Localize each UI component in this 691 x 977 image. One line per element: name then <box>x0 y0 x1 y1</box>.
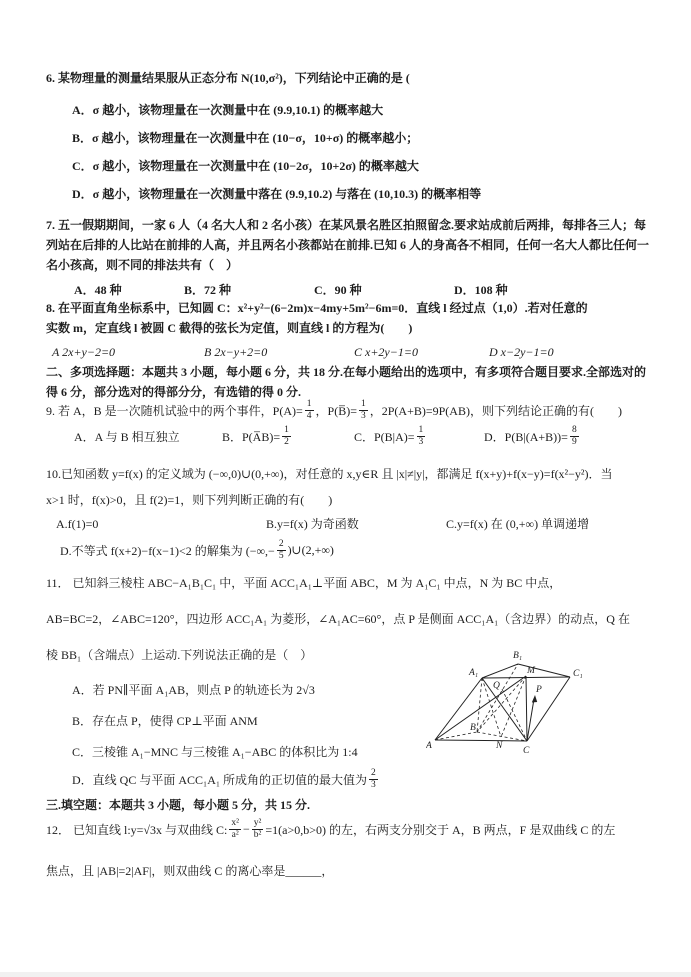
label-M: M <box>527 666 535 676</box>
question-6-stem: 6. 某物理量的测量结果服从正态分布 N(10,σ²)，下列结论中正确的是 ( <box>46 71 410 85</box>
fraction-denominator: 5 <box>278 550 284 561</box>
arrowhead-P <box>532 695 537 703</box>
question-10 <box>46 464 657 562</box>
edge-B-C <box>477 732 527 741</box>
fraction-numerator: 1 <box>306 399 312 409</box>
segment-Q-C <box>502 689 527 741</box>
text-segment: D.不等式 f(x+2)−f(x−1)<2 的解集为 (−∞,− <box>60 543 275 558</box>
fraction <box>417 425 426 448</box>
question-9 <box>46 399 657 448</box>
question-8 <box>46 298 657 362</box>
option-c: C x+2y−1=0 <box>354 345 418 359</box>
section-3-header <box>46 795 657 815</box>
question-8-stem-line-1: 8. 在平面直角坐标系中，已知圆 C：x²+y²−(6−2m)x−4my+5m²−6m=0．直线 l 经过点（1,0）.若对任意的 <box>46 301 588 315</box>
fraction <box>570 425 579 448</box>
fraction-denominator: b² <box>253 829 262 840</box>
text-segment: )∪(2,+∞) <box>287 542 334 557</box>
section-2-header-line-1: 二、多项选择题：本题共 3 小题，每小题 6 分，共 18 分.在每小题给出的选项中，有多项符合题目要求.全部选对的 <box>46 365 647 379</box>
question-11-stem-line-2: AB=BC=2，∠ABC=120°，四边形 ACC₁A₁ 为菱形，∠A₁AC=60°，点 P 是侧面 ACC₁A₁（含边界）的动点，Q 在 <box>46 612 630 626</box>
fraction-denominator: 2 <box>284 436 289 447</box>
option-b: B．存在点 P，使得 CP⊥平面 ANM <box>72 714 258 728</box>
question-11-stem-line-1: 11． 已知斜三棱柱 ABC−A₁B₁C₁ 中，平面 ACC₁A₁⊥平面 ABC，M 为 A₁C₁ 中点，N 为 BC 中点， <box>46 576 562 590</box>
label-Q: Q <box>493 681 500 691</box>
question-8-stem-line-2: 实数 m，定直线 l 被圆 C 截得的弦长为定值，则直线 l 的方程为( ) <box>46 321 413 335</box>
option-d: D．σ 越小，该物理量在一次测量中落在 (9.9,10.2) 与落在 (10,10.3) 的概率相等 <box>72 187 482 201</box>
fraction-numerator: 8 <box>571 424 577 435</box>
fraction <box>305 399 314 422</box>
question-7-options <box>46 280 657 300</box>
fraction <box>229 818 241 841</box>
fraction-denominator: 4 <box>306 410 312 421</box>
edge-B-B1 <box>477 664 518 732</box>
segment-A1-B <box>477 678 482 732</box>
segment-A-M <box>435 676 526 740</box>
section-3-header-line: 三.填空题：本题共 3 小题，每小题 5 分，共 15 分. <box>46 798 311 812</box>
option-a: A．若 PN∥平面 A₁AB，则点 P 的轨迹长为 2√3 <box>72 683 315 697</box>
fraction-denominator: 3 <box>418 436 424 447</box>
text-segment: C．P(B|A)= <box>354 429 415 444</box>
edge-C1-C <box>527 677 570 741</box>
option-a: A．48 种 <box>74 283 122 297</box>
option-b: B．72 种 <box>184 283 232 297</box>
segment-A1-C <box>482 678 527 741</box>
fraction-numerator: 1 <box>418 424 424 435</box>
option-c: C.y=f(x) 在 (0,+∞) 单调递增 <box>446 517 590 531</box>
page-bottom-edge <box>0 972 691 977</box>
question-9-options <box>46 425 657 448</box>
fraction-numerator: 1 <box>284 424 289 435</box>
option-c: C．σ 越小，该物理量在一次测量中在 (10−2σ，10+2σ) 的概率越大 <box>72 159 419 173</box>
label-B1: B₁ <box>513 651 523 661</box>
text-segment: ，2P(A+B)=9P(AB)，则下列结论正确的有( ) <box>369 403 622 418</box>
question-10-stem-line-1: 10.已知函数 y=f(x) 的定义域为 (−∞,0)∪(0,+∞)，对任意的 x,y∈R 且 |x|≠|y|，都满足 f(x+y)+f(x−y)=f(x²−y²)．当 <box>46 467 613 481</box>
text-segment: D．P(B|(A+B))= <box>484 429 568 444</box>
segment-M-C <box>526 676 527 741</box>
label-C: C <box>523 746 530 756</box>
label-B: B <box>470 723 476 733</box>
option-b: B．σ 越小，该物理量在一次测量中在 (10−σ，10+σ) 的概率越小； <box>72 131 419 145</box>
option-b <box>222 425 354 448</box>
option-b: B.y=f(x) 为奇函数 <box>266 517 359 531</box>
option-a: A.f(1)=0 <box>56 517 99 531</box>
text-segment: D．直线 QC 与平面 ACC₁A₁ 所成角的正切值的最大值为 <box>72 772 368 787</box>
question-12-stem-line-2: 焦点，且 |AB|=2|AF|，则双曲线 C 的离心率是______， <box>46 863 334 878</box>
dashed-edges <box>435 664 527 741</box>
label-P: P <box>536 685 542 695</box>
text-segment: B．P(A̅B)= <box>222 429 281 444</box>
q11-prism-figure <box>426 646 591 764</box>
label-C1: C₁ <box>573 669 583 679</box>
fraction-denominator: 3 <box>360 410 366 421</box>
question-9-stem <box>46 399 657 422</box>
fraction-numerator: 1 <box>360 399 366 409</box>
text-segment: 9. 若 A，B 是一次随机试验中的两个事件，P(A)= <box>46 403 303 418</box>
section-2-header <box>46 362 657 402</box>
option-a: A．σ 越小，该物理量在一次测量中在 (9.9,10.1) 的概率越大 <box>72 103 384 117</box>
option-d: D．108 种 <box>454 283 508 297</box>
option-c: C．三棱锥 A₁−MNC 与三棱锥 A₁−ABC 的体积比为 1:4 <box>72 745 358 759</box>
fraction <box>369 768 378 791</box>
text-segment: =1(a>0,b>0) 的左，右两支分别交于 A，B 两点，F 是双曲线 C 的左 <box>265 822 616 837</box>
edge-A-C <box>435 740 527 741</box>
option-d <box>46 768 657 791</box>
option-c: C．90 种 <box>314 283 362 297</box>
option-d <box>46 539 657 562</box>
option-c <box>354 425 484 448</box>
option-d <box>484 425 657 448</box>
text-segment: ，P(B̅)= <box>315 403 357 418</box>
fraction <box>252 818 264 841</box>
fraction <box>359 399 368 422</box>
question-7-stem-line-3: 名小孩高，则不同的排法共有（ ） <box>46 258 239 272</box>
option-a: A 2x+y−2=0 <box>52 345 116 359</box>
section-2-header-line-2: 得 6 分，部分选对的得部分分，有选错的得 0 分. <box>46 385 302 399</box>
question-6 <box>46 68 657 204</box>
label-A1: A₁ <box>469 668 479 678</box>
question-11-stem-line-3: 棱 BB₁（含端点）上运动.下列说法正确的是（ ） <box>46 648 313 662</box>
fraction-denominator: 3 <box>371 779 376 790</box>
fraction-numerator: y² <box>253 818 262 828</box>
question-6-options <box>46 101 657 204</box>
fraction-denominator: 9 <box>571 436 577 447</box>
question-12-stem-line-1 <box>46 818 657 841</box>
edge-B1-C1 <box>518 664 570 677</box>
fraction <box>282 425 291 448</box>
option-a: A．A 与 B 相互独立 <box>74 429 180 444</box>
question-12 <box>46 818 657 881</box>
label-A: A <box>426 741 432 751</box>
fraction-numerator: 2 <box>278 539 284 549</box>
arrow-C-P <box>527 699 534 741</box>
question-7 <box>46 215 657 300</box>
question-10-options <box>46 514 657 534</box>
question-8-options <box>46 342 657 362</box>
question-7-stem-line-1: 7. 五一假期期间，一家 6 人（4 名大人和 2 名小孩）在某风景名胜区拍照留念.要求站成前后两排，每排各三人；每 <box>46 218 647 232</box>
question-10-stem-line-2: x>1 时，f(x)>0，且 f(2)=1，则下列判断正确的有( ) <box>46 493 333 507</box>
option-b: B 2x−y+2=0 <box>204 345 268 359</box>
text-segment: 12． 已知直线 l:y=√3x 与双曲线 C: <box>46 822 228 837</box>
question-7-stem-line-2: 列站在后排的人比站在前排的人高，并且两名小孩都站在前排.已知 6 人的身高各不相同，任何一名大人都比任何一 <box>46 238 650 252</box>
fraction-denominator: a² <box>229 829 241 841</box>
option-d: D x−2y−1=0 <box>489 345 554 359</box>
fraction <box>277 539 286 562</box>
fraction-numerator: x² <box>231 818 239 828</box>
fraction-numerator: 2 <box>371 768 376 778</box>
text-segment: − <box>242 821 250 836</box>
label-N: N <box>496 741 503 751</box>
edge-A1-B1 <box>482 664 518 678</box>
